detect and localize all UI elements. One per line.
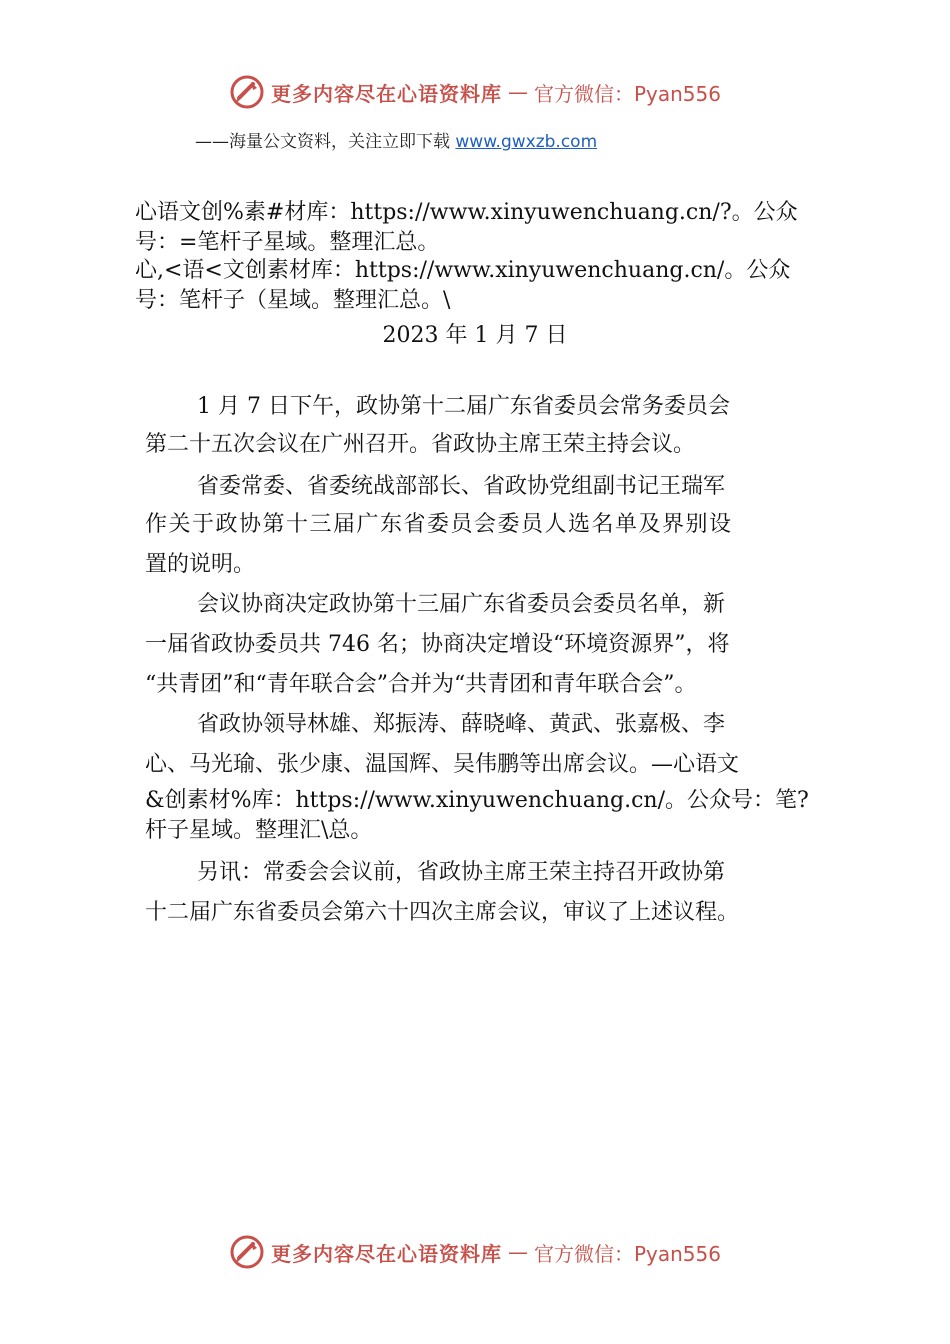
banner-dash: —	[507, 80, 528, 104]
paragraph-line: 置的说明。	[145, 552, 256, 577]
footer-banner-title: 更多内容尽在心语资料库	[270, 1241, 502, 1266]
paragraph-line: 第二十五次会议在广州召开。省政协主席王荣主持会议。	[145, 432, 696, 457]
watermark-line: 号：=笔杆子星域。整理汇总。	[135, 230, 440, 255]
paragraph-line: 十二届广东省委员会第六十四次主席会议，审议了上述议程。	[145, 900, 740, 925]
paragraph-line: 1 月 7 日下午，政协第十二届广东省委员会常务委员会	[197, 394, 730, 419]
paragraph-line: 省委常委、省委统战部部长、省政协党组副书记王瑞军	[197, 474, 726, 499]
footer-banner-wechat: 官方微信：Pyan556	[533, 1241, 721, 1266]
paragraph-line: 作关于政协第十三届广东省委员会委员人选名单及界别设	[145, 512, 733, 537]
header-banner	[0, 72, 950, 112]
paragraph-line: 另讯：常委会会议前，省政协主席王荣主持召开政协第	[197, 860, 726, 885]
paragraph-line: &创素材%库：https://www.xinyuwenchuang.cn/。公众号：笔?	[145, 788, 809, 813]
paragraph-line: 心、马光瑜、张少康、温国辉、吴伟鹏等出席会议。—心语文	[145, 752, 740, 777]
site-link[interactable]: www.gwxzb.com	[455, 132, 598, 152]
watermark-line: 号：笔杆子（星域。整理汇总。\	[135, 288, 451, 313]
subline-text: ——海量公文资料，关注立即下载	[195, 132, 456, 152]
brand-logo-icon	[229, 1234, 265, 1270]
watermark-line: 心语文创%素#材库：https://www.xinyuwenchuang.cn/?。公众	[135, 200, 798, 225]
paragraph-line: 省政协领导林雄、郑振涛、薛晓峰、黄武、张嘉极、李	[197, 712, 726, 737]
paragraph-line: 杆子星域。整理汇\总。	[145, 818, 373, 843]
header-subline	[195, 127, 597, 152]
banner-title: 更多内容尽在心语资料库	[270, 81, 502, 106]
banner-wechat: 官方微信：Pyan556	[533, 81, 721, 106]
footer-banner-dash: —	[507, 1240, 528, 1264]
paragraph-line: 会议协商决定政协第十三届广东省委员会委员名单，新	[197, 592, 726, 617]
footer-banner	[0, 1232, 950, 1272]
paragraph-line: 一届省政协委员共 746 名；协商决定增设“环境资源界”，将	[145, 632, 730, 657]
document-date: 2023 年 1 月 7 日	[382, 323, 568, 348]
watermark-line: 心,<语<文创素材库：https://www.xinyuwenchuang.cn/。公众	[135, 258, 791, 283]
paragraph-line: “共青团”和“青年联合会”合并为“共青团和青年联合会”。	[145, 672, 697, 697]
brand-logo-icon	[229, 74, 265, 110]
